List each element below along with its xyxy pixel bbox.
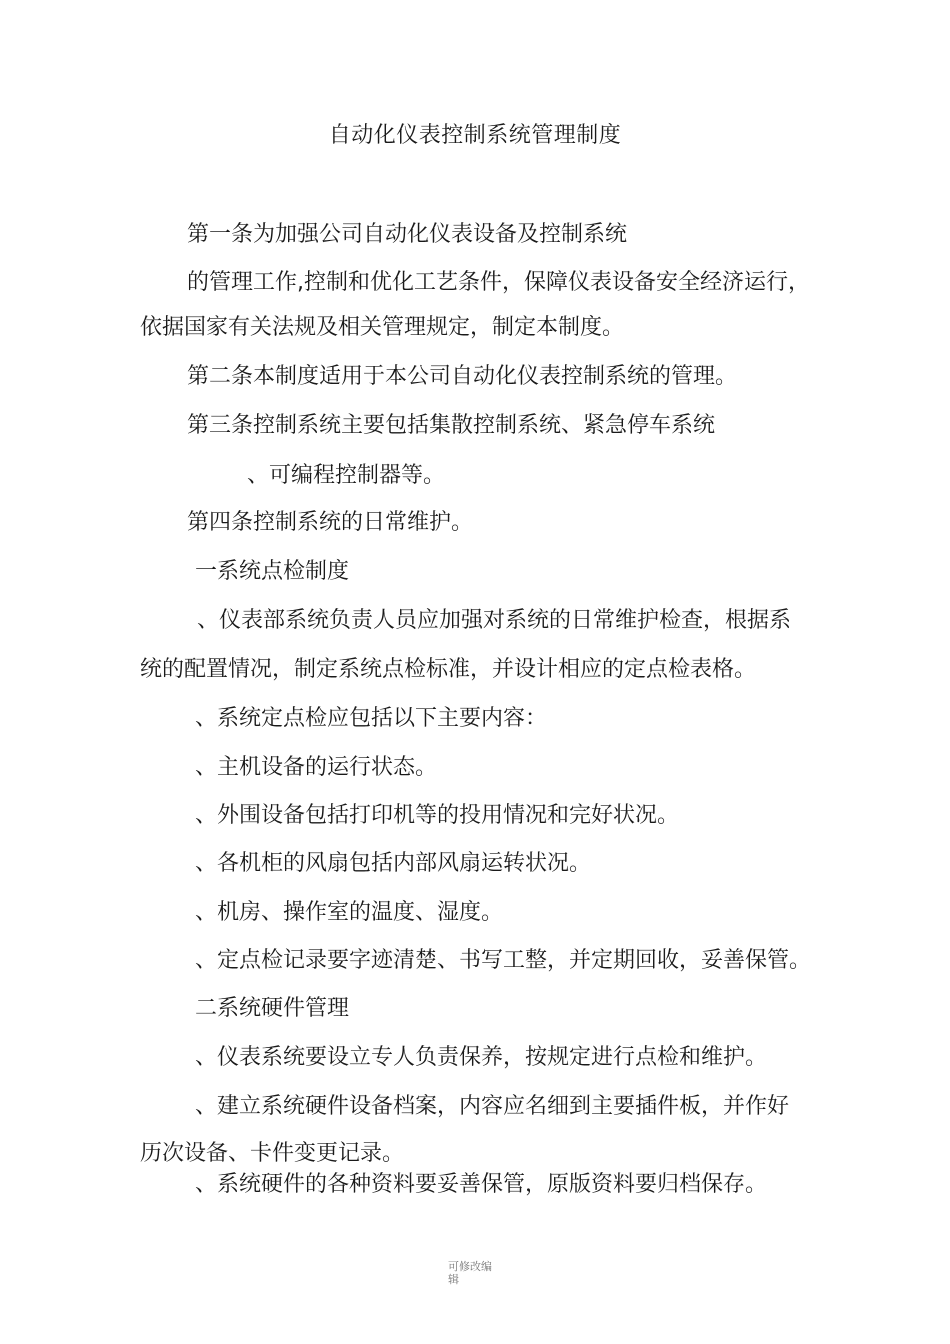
paragraph-line: 、可编程控制器等。 bbox=[247, 463, 446, 488]
paragraph-line: 、仪表系统要设立专人负责保养，按规定进行点检和维护。 bbox=[195, 1045, 768, 1070]
paragraph-line: 、外围设备包括打印机等的投用情况和完好状况。 bbox=[195, 803, 680, 828]
paragraph-line: 第一条为加强公司自动化仪表设备及控制系统 bbox=[187, 222, 628, 247]
paragraph-line: 、机房、操作室的温度、湿度。 bbox=[195, 900, 504, 925]
footer-note bbox=[448, 1260, 492, 1286]
paragraph-line: 依据国家有关法规及相关管理规定，制定本制度。 bbox=[140, 315, 625, 340]
footer-line: 可修改编 bbox=[448, 1260, 492, 1273]
paragraph-line: 第三条控制系统主要包括集散控制系统、紧急停车系统 bbox=[187, 413, 716, 438]
paragraph-line: 第四条控制系统的日常维护。 bbox=[187, 510, 474, 535]
footer-line: 辑 bbox=[448, 1273, 459, 1286]
paragraph-line: 的管理工作,控制和优化工艺条件，保障仪表设备安全经济运行， bbox=[187, 270, 810, 295]
paragraph-line: 第二条本制度适用于本公司自动化仪表控制系统的管理。 bbox=[187, 364, 738, 389]
paragraph-line: 、各机柜的风扇包括内部风扇运转状况。 bbox=[195, 851, 592, 876]
document-title: 自动化仪表控制系统管理制度 bbox=[328, 123, 622, 148]
section-heading: 一系统点检制度 bbox=[195, 559, 350, 584]
paragraph-line: 统的配置情况，制定系统点检标准，并设计相应的定点检表格。 bbox=[140, 657, 757, 682]
section-heading: 二系统硬件管理 bbox=[195, 996, 350, 1021]
paragraph-line: 、仪表部系统负责人员应加强对系统的日常维护检查，根据系 bbox=[197, 608, 792, 633]
paragraph-line: 、定点检记录要字迹清楚、书写工整，并定期回收，妥善保管。 bbox=[195, 948, 812, 973]
paragraph-line: 、系统硬件的各种资料要妥善保管，原版资料要归档保存。 bbox=[195, 1172, 768, 1197]
paragraph-line: 、主机设备的运行状态。 bbox=[195, 755, 438, 780]
paragraph-line: 、建立系统硬件设备档案，内容应名细到主要插件板，并作好 bbox=[195, 1094, 790, 1119]
paragraph-line: 历次设备、卡件变更记录。 bbox=[140, 1141, 405, 1166]
paragraph-line: 、系统定点检应包括以下主要内容： bbox=[195, 706, 548, 731]
